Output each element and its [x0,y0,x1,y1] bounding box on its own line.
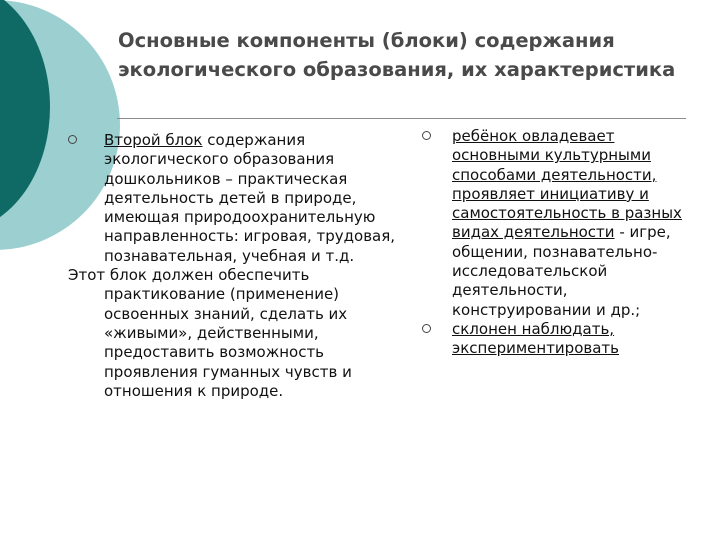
circle-bullet-icon [422,131,431,140]
right-bullet-item-1 [420,127,700,320]
left-item-emphasis: Второй блок [104,131,203,149]
circle-bullet-icon [422,324,431,333]
right-bullet-item-2 [420,320,700,359]
left-item-text: содержания экологического образования дошкольников – практическая деятельность детей в природе, имеющая природоохранительную направленность: игровая, трудовая, познавательная, учебная и т.д. [104,131,396,265]
right-column [420,127,700,359]
right-item-1-text: - игре, общении, познавательно-исследовательской деятельности, конструировании и др.; [452,223,671,319]
right-item-2-emphasis: склонен наблюдать, экспериментировать [452,319,619,358]
left-column [68,131,398,401]
left-paragraph: Этот блок должен обеспечить практикование (применение) освоенных знаний, сделать их «живыми», действенными, предоставить возможность проявления гуманных чувств и отношения к природе. [68,266,352,400]
circle-bullet-icon [68,135,77,144]
left-bullet-item [68,131,398,266]
slide-title: Основные компоненты (блоки) содержания экологического образования, их характеристика [118,29,676,81]
title-divider [117,118,686,119]
right-item-1-emphasis: ребёнок овладевает основными культурными способами деятельности, проявляет инициативу и самостоятельность в разных видах деятельности [452,127,682,242]
